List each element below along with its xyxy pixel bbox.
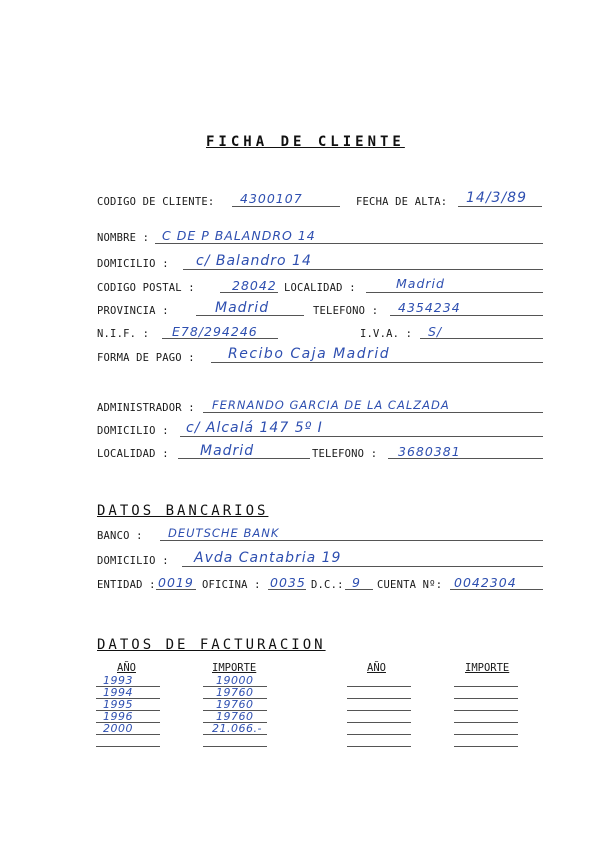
- codigo-postal-value: 28042: [232, 278, 277, 293]
- fact-row-4-ano: 1996: [103, 710, 133, 723]
- fact-row-3-importe: 19760: [216, 698, 254, 711]
- admin-localidad-line: [178, 458, 310, 459]
- admin-localidad-label: LOCALIDAD :: [97, 448, 169, 460]
- cuenta-value: 0042304: [454, 575, 517, 590]
- fact-row-3-ano: 1995: [103, 698, 133, 711]
- fact-row-5-ano: 2000: [103, 722, 133, 735]
- nif-value: E78/294246: [172, 324, 258, 339]
- fact-line: [347, 710, 411, 711]
- page-title: FICHA DE CLIENTE: [206, 134, 405, 150]
- nombre-line: [155, 243, 543, 244]
- col-importe-right: IMPORTE: [465, 662, 510, 674]
- banco-label: BANCO :: [97, 530, 143, 542]
- banco-value: DEUTSCHE BANK: [168, 526, 280, 540]
- telefono-value: 4354234: [398, 300, 461, 315]
- dc-line: [345, 589, 373, 590]
- localidad-label: LOCALIDAD :: [284, 282, 356, 294]
- provincia-line: [196, 315, 304, 316]
- admin-domicilio-value: c/ Alcalá 147 5º I: [186, 420, 323, 436]
- codigo-cliente-value: 4300107: [240, 191, 303, 206]
- fecha-alta-value: 14/3/89: [466, 190, 527, 206]
- fact-row-4-importe: 19760: [216, 710, 254, 723]
- fact-line: [347, 734, 411, 735]
- fecha-alta-label: FECHA DE ALTA:: [356, 196, 448, 208]
- fact-line: [96, 722, 160, 723]
- dc-label: D.C.:: [311, 579, 344, 591]
- banco-line: [160, 540, 543, 541]
- cuenta-line: [450, 589, 543, 590]
- fact-line: [454, 686, 518, 687]
- fact-line: [96, 686, 160, 687]
- banco-domicilio-line: [182, 566, 543, 567]
- fact-line: [347, 746, 411, 747]
- col-importe-left: IMPORTE: [212, 662, 257, 674]
- banco-domicilio-label: DOMICILIO :: [97, 555, 169, 567]
- forma-pago-line: [211, 362, 543, 363]
- fact-line: [347, 722, 411, 723]
- fact-line: [203, 710, 267, 711]
- provincia-label: PROVINCIA :: [97, 305, 169, 317]
- fact-line: [454, 722, 518, 723]
- fact-line: [454, 698, 518, 699]
- banco-domicilio-value: Avda Cantabria 19: [194, 550, 342, 566]
- fact-row-5-importe: 21.066.-: [212, 722, 262, 735]
- nombre-value: C DE P BALANDRO 14: [162, 228, 316, 243]
- fact-line: [347, 686, 411, 687]
- codigo-cliente-label: CODIGO DE CLIENTE:: [97, 196, 215, 208]
- codigo-cliente-line: [232, 206, 340, 207]
- fact-line: [203, 746, 267, 747]
- localidad-value: Madrid: [396, 276, 445, 291]
- col-ano-left: AÑO: [117, 662, 136, 674]
- domicilio-value: c/ Balandro 14: [196, 253, 312, 269]
- administrador-label: ADMINISTRADOR :: [97, 402, 195, 414]
- dc-value: 9: [352, 575, 361, 590]
- domicilio-label: DOMICILIO :: [97, 258, 169, 270]
- nif-line: [162, 338, 278, 339]
- iva-label: I.V.A. :: [360, 328, 413, 340]
- entidad-value: 0019: [158, 575, 194, 590]
- entidad-line: [156, 589, 196, 590]
- cuenta-label: CUENTA Nº:: [377, 579, 443, 591]
- iva-value: S/: [428, 324, 443, 339]
- administrador-line: [203, 412, 543, 413]
- fact-row-1-importe: 19000: [216, 674, 254, 687]
- nif-label: N.I.F. :: [97, 328, 150, 340]
- fact-row-2-importe: 19760: [216, 686, 254, 699]
- oficina-label: OFICINA :: [202, 579, 261, 591]
- datos-bancarios-heading: DATOS BANCARIOS: [97, 503, 269, 519]
- administrador-value: FERNANDO GARCIA DE LA CALZADA: [212, 398, 450, 412]
- fact-line: [96, 734, 160, 735]
- fact-row-2-ano: 1994: [103, 686, 133, 699]
- admin-telefono-value: 3680381: [398, 444, 461, 459]
- fact-line: [96, 710, 160, 711]
- domicilio-line: [183, 269, 543, 270]
- fact-line: [454, 710, 518, 711]
- forma-pago-value: Recibo Caja Madrid: [228, 346, 391, 362]
- oficina-value: 0035: [270, 575, 306, 590]
- provincia-value: Madrid: [215, 300, 270, 316]
- admin-telefono-label: TELEFONO :: [312, 448, 378, 460]
- fact-line: [96, 746, 160, 747]
- admin-telefono-line: [388, 458, 543, 459]
- forma-pago-label: FORMA DE PAGO :: [97, 352, 195, 364]
- fact-line: [203, 698, 267, 699]
- fact-line: [347, 698, 411, 699]
- facturacion-heading: DATOS DE FACTURACION: [97, 637, 326, 653]
- telefono-label: TELEFONO :: [313, 305, 379, 317]
- admin-localidad-value: Madrid: [200, 443, 255, 459]
- fact-row-1-ano: 1993: [103, 674, 133, 687]
- admin-domicilio-label: DOMICILIO :: [97, 425, 169, 437]
- fact-line: [454, 746, 518, 747]
- fact-line: [454, 734, 518, 735]
- fact-line: [203, 734, 267, 735]
- admin-domicilio-line: [180, 436, 543, 437]
- col-ano-right: AÑO: [367, 662, 386, 674]
- telefono-line: [390, 315, 543, 316]
- codigo-postal-line: [220, 292, 278, 293]
- fecha-alta-line: [458, 206, 542, 207]
- localidad-line: [366, 292, 543, 293]
- fact-line: [203, 686, 267, 687]
- fact-line: [96, 698, 160, 699]
- fact-line: [203, 722, 267, 723]
- iva-line: [420, 338, 543, 339]
- codigo-postal-label: CODIGO POSTAL :: [97, 282, 195, 294]
- oficina-line: [268, 589, 306, 590]
- entidad-label: ENTIDAD :: [97, 579, 156, 591]
- nombre-label: NOMBRE :: [97, 232, 150, 244]
